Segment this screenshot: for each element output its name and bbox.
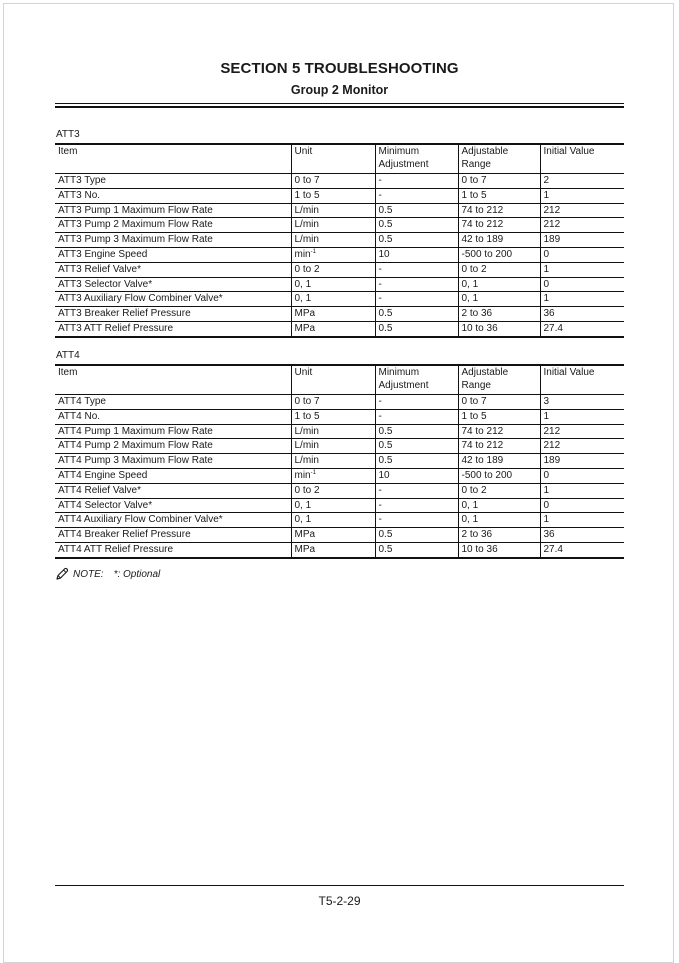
cell-unit-text: 0, 1 xyxy=(294,514,312,526)
cell-item xyxy=(55,409,291,424)
cell-adjustable-range xyxy=(458,409,540,424)
cell-minimum-adjustment xyxy=(375,542,458,557)
cell-unit-text: MPa xyxy=(294,322,316,334)
table-row xyxy=(55,218,624,233)
cell-initial-value xyxy=(540,439,624,454)
cell-unit-text: 0, 1 xyxy=(294,293,312,305)
cell-minimum-adjustment-text: 0.5 xyxy=(378,219,393,231)
cell-minimum-adjustment xyxy=(375,468,458,483)
cell-unit-text: 0 to 7 xyxy=(294,396,320,407)
cell-minimum-adjustment xyxy=(375,513,458,528)
cell-item-text: ATT4 Type xyxy=(58,396,106,407)
cell-initial-value-text: 1 xyxy=(543,514,550,526)
cell-minimum-adjustment xyxy=(375,395,458,410)
cell-item-text: ATT4 Auxiliary Flow Combiner Valve* xyxy=(58,514,223,526)
cell-minimum-adjustment-text: 0.5 xyxy=(378,529,393,541)
cell-unit xyxy=(291,513,375,528)
cell-minimum-adjustment-text: - xyxy=(378,396,382,407)
cell-initial-value xyxy=(540,468,624,483)
att4-table-body xyxy=(55,395,624,558)
cell-minimum-adjustment xyxy=(375,528,458,543)
cell-initial-value xyxy=(540,247,624,262)
cell-item xyxy=(55,498,291,513)
cell-initial-value xyxy=(540,321,624,336)
cell-adjustable-range xyxy=(458,542,540,557)
cell-unit xyxy=(291,277,375,292)
cell-initial-value xyxy=(540,395,624,410)
cell-item-text: ATT4 No. xyxy=(58,410,101,422)
cell-minimum-adjustment xyxy=(375,292,458,307)
cell-item xyxy=(55,218,291,233)
cell-minimum-adjustment-text: - xyxy=(378,514,382,526)
cell-initial-value xyxy=(540,513,624,528)
cell-minimum-adjustment-text: 0.5 xyxy=(378,322,393,334)
cell-initial-value-text: 1 xyxy=(543,484,550,496)
table-header-row xyxy=(55,144,624,174)
cell-minimum-adjustment-text: 0.5 xyxy=(378,455,393,467)
table-row xyxy=(55,513,624,528)
cell-unit-text: 0, 1 xyxy=(294,278,312,290)
cell-item xyxy=(55,277,291,292)
column-header-unit: Unit xyxy=(291,144,375,174)
cell-unit xyxy=(291,307,375,322)
header-double-rule xyxy=(55,103,624,108)
cell-unit-text: L/min xyxy=(294,425,319,437)
cell-minimum-adjustment xyxy=(375,439,458,454)
cell-adjustable-range-text: 0 to 7 xyxy=(461,396,487,407)
cell-minimum-adjustment-text: 10 xyxy=(378,248,390,260)
cell-unit-text: L/min xyxy=(294,204,319,216)
cell-item xyxy=(55,292,291,307)
table-row xyxy=(55,188,624,203)
cell-unit-text: 0 to 2 xyxy=(294,263,320,275)
cell-unit xyxy=(291,395,375,410)
cell-unit-text: min xyxy=(294,248,311,260)
note-text: *: Optional xyxy=(113,568,161,580)
cell-item-text: ATT4 ATT Relief Pressure xyxy=(58,543,174,555)
cell-unit xyxy=(291,454,375,469)
cell-adjustable-range xyxy=(458,468,540,483)
table-row xyxy=(55,174,624,189)
cell-initial-value-text: 27.4 xyxy=(543,322,563,334)
cell-unit-text: MPa xyxy=(294,308,316,320)
cell-item-text: ATT3 Auxiliary Flow Combiner Valve* xyxy=(58,293,223,305)
cell-adjustable-range-text: 42 to 189 xyxy=(461,455,504,467)
cell-initial-value-text: 0 xyxy=(543,499,550,511)
table-row xyxy=(55,528,624,543)
cell-initial-value xyxy=(540,277,624,292)
section-title: SECTION 5 TROUBLESHOOTING xyxy=(220,60,459,77)
cell-minimum-adjustment xyxy=(375,247,458,262)
cell-initial-value-text: 36 xyxy=(543,308,555,320)
cell-item-text: ATT3 Selector Valve* xyxy=(58,278,153,290)
cell-unit xyxy=(291,218,375,233)
cell-initial-value-text: 27.4 xyxy=(543,543,563,555)
cell-item-text: ATT3 Breaker Relief Pressure xyxy=(58,308,191,320)
column-header-minimum-adjustment: Minimum Adjustment xyxy=(375,144,458,174)
cell-unit xyxy=(291,542,375,557)
cell-minimum-adjustment xyxy=(375,424,458,439)
cell-adjustable-range-text: 10 to 36 xyxy=(461,543,498,555)
cell-unit xyxy=(291,528,375,543)
cell-item xyxy=(55,395,291,410)
cell-minimum-adjustment-text: - xyxy=(378,293,382,305)
table-row xyxy=(55,424,624,439)
cell-minimum-adjustment-text: - xyxy=(378,484,382,496)
cell-minimum-adjustment xyxy=(375,233,458,248)
cell-item xyxy=(55,439,291,454)
cell-item xyxy=(55,513,291,528)
table-row xyxy=(55,498,624,513)
cell-item xyxy=(55,483,291,498)
column-header-initial-value: Initial Value xyxy=(540,144,624,174)
cell-initial-value xyxy=(540,203,624,218)
cell-minimum-adjustment xyxy=(375,174,458,189)
cell-unit-text: 1 to 5 xyxy=(294,189,320,201)
cell-unit xyxy=(291,498,375,513)
cell-initial-value-text: 2 xyxy=(543,175,550,186)
cell-adjustable-range-text: 0, 1 xyxy=(461,278,479,290)
table-row xyxy=(55,292,624,307)
cell-adjustable-range-text: 0, 1 xyxy=(461,514,479,526)
cell-minimum-adjustment xyxy=(375,203,458,218)
table-row xyxy=(55,203,624,218)
cell-adjustable-range xyxy=(458,292,540,307)
column-header-item: Item xyxy=(55,144,291,174)
cell-item-text: ATT4 Engine Speed xyxy=(58,469,148,481)
unit-superscript: -1 xyxy=(310,248,316,255)
cell-item-text: ATT4 Pump 1 Maximum Flow Rate xyxy=(58,425,213,437)
cell-initial-value-text: 0 xyxy=(543,278,550,290)
cell-unit xyxy=(291,233,375,248)
cell-item-text: ATT4 Relief Valve* xyxy=(58,484,141,496)
cell-initial-value xyxy=(540,409,624,424)
cell-adjustable-range xyxy=(458,528,540,543)
cell-minimum-adjustment-text: 0.5 xyxy=(378,440,393,452)
table-row xyxy=(55,321,624,336)
cell-item xyxy=(55,468,291,483)
column-header-adjustable-range: Adjustable Range xyxy=(458,144,540,174)
column-header-unit: Unit xyxy=(291,365,375,395)
cell-item xyxy=(55,307,291,322)
cell-initial-value-text: 212 xyxy=(543,440,561,452)
cell-initial-value-text: 3 xyxy=(543,396,550,407)
cell-initial-value-text: 0 xyxy=(543,469,550,481)
cell-minimum-adjustment-text: - xyxy=(378,263,382,275)
cell-unit-text: 0 to 7 xyxy=(294,175,320,186)
cell-adjustable-range-text: 0, 1 xyxy=(461,499,479,511)
cell-initial-value-text: 212 xyxy=(543,219,561,231)
page-number: T5-2-29 xyxy=(318,894,361,908)
cell-minimum-adjustment-text: 0.5 xyxy=(378,234,393,246)
att4-table xyxy=(55,364,624,559)
cell-item xyxy=(55,321,291,336)
cell-adjustable-range-text: 2 to 36 xyxy=(461,308,493,320)
cell-initial-value xyxy=(540,307,624,322)
cell-item-text: ATT4 Breaker Relief Pressure xyxy=(58,529,191,541)
cell-initial-value-text: 189 xyxy=(543,455,561,467)
cell-adjustable-range-text: 42 to 189 xyxy=(461,234,504,246)
cell-adjustable-range xyxy=(458,188,540,203)
cell-minimum-adjustment xyxy=(375,188,458,203)
table-row xyxy=(55,542,624,557)
table-row xyxy=(55,395,624,410)
cell-unit xyxy=(291,262,375,277)
cell-initial-value xyxy=(540,174,624,189)
cell-minimum-adjustment-text: - xyxy=(378,499,382,511)
cell-unit xyxy=(291,468,375,483)
cell-adjustable-range-text: -500 to 200 xyxy=(461,469,513,481)
cell-minimum-adjustment xyxy=(375,262,458,277)
cell-minimum-adjustment xyxy=(375,409,458,424)
cell-initial-value-text: 1 xyxy=(543,293,550,305)
cell-item xyxy=(55,203,291,218)
cell-adjustable-range xyxy=(458,483,540,498)
column-header-item: Item xyxy=(55,365,291,395)
cell-initial-value xyxy=(540,498,624,513)
cell-adjustable-range-text: -500 to 200 xyxy=(461,248,513,260)
cell-item xyxy=(55,247,291,262)
cell-item xyxy=(55,174,291,189)
cell-initial-value xyxy=(540,454,624,469)
cell-item-text: ATT4 Selector Valve* xyxy=(58,499,153,511)
cell-adjustable-range xyxy=(458,277,540,292)
cell-unit-text: MPa xyxy=(294,543,316,555)
cell-adjustable-range-text: 0 to 7 xyxy=(461,175,487,186)
cell-initial-value xyxy=(540,424,624,439)
column-header-initial-value: Initial Value xyxy=(540,365,624,395)
cell-adjustable-range xyxy=(458,439,540,454)
table-header-row xyxy=(55,365,624,395)
cell-item-text: ATT3 Pump 2 Maximum Flow Rate xyxy=(58,219,213,231)
cell-initial-value-text: 212 xyxy=(543,204,561,216)
cell-initial-value-text: 0 xyxy=(543,248,550,260)
group-title: Group 2 Monitor xyxy=(290,83,389,97)
cell-item-text: ATT3 Type xyxy=(58,175,106,186)
cell-unit-text: L/min xyxy=(294,440,319,452)
cell-item-text: ATT3 Pump 3 Maximum Flow Rate xyxy=(58,234,213,246)
cell-minimum-adjustment-text: 0.5 xyxy=(378,308,393,320)
table-row xyxy=(55,262,624,277)
cell-adjustable-range xyxy=(458,513,540,528)
cell-item xyxy=(55,454,291,469)
cell-adjustable-range-text: 10 to 36 xyxy=(461,322,498,334)
att3-table xyxy=(55,143,624,338)
table-row xyxy=(55,483,624,498)
footer-rule xyxy=(55,885,624,886)
cell-minimum-adjustment-text: - xyxy=(378,175,382,186)
cell-minimum-adjustment-text: - xyxy=(378,189,382,201)
table-row xyxy=(55,277,624,292)
cell-item xyxy=(55,424,291,439)
cell-adjustable-range xyxy=(458,174,540,189)
cell-initial-value xyxy=(540,528,624,543)
cell-minimum-adjustment xyxy=(375,307,458,322)
cell-initial-value-text: 36 xyxy=(543,529,555,541)
cell-minimum-adjustment-text: 0.5 xyxy=(378,543,393,555)
cell-minimum-adjustment xyxy=(375,321,458,336)
cell-initial-value-text: 189 xyxy=(543,234,561,246)
cell-initial-value-text: 1 xyxy=(543,410,550,422)
cell-adjustable-range-text: 74 to 212 xyxy=(461,219,504,231)
note xyxy=(55,567,160,581)
cell-unit xyxy=(291,174,375,189)
cell-unit xyxy=(291,188,375,203)
cell-adjustable-range xyxy=(458,203,540,218)
cell-initial-value xyxy=(540,292,624,307)
cell-minimum-adjustment xyxy=(375,218,458,233)
column-header-minimum-adjustment: Minimum Adjustment xyxy=(375,365,458,395)
cell-adjustable-range-text: 74 to 212 xyxy=(461,204,504,216)
table-row xyxy=(55,409,624,424)
cell-adjustable-range-text: 0, 1 xyxy=(461,293,479,305)
cell-item-text: ATT3 No. xyxy=(58,189,101,201)
unit-superscript: -1 xyxy=(310,469,316,476)
cell-item xyxy=(55,542,291,557)
cell-item xyxy=(55,262,291,277)
cell-adjustable-range xyxy=(458,454,540,469)
cell-unit-text: L/min xyxy=(294,234,319,246)
column-header-adjustable-range: Adjustable Range xyxy=(458,365,540,395)
cell-adjustable-range xyxy=(458,424,540,439)
cell-adjustable-range xyxy=(458,247,540,262)
cell-adjustable-range-text: 2 to 36 xyxy=(461,529,493,541)
cell-adjustable-range-text: 74 to 212 xyxy=(461,440,504,452)
cell-unit xyxy=(291,247,375,262)
table-row xyxy=(55,468,624,483)
cell-unit-text: 0, 1 xyxy=(294,499,312,511)
cell-unit xyxy=(291,439,375,454)
cell-initial-value xyxy=(540,218,624,233)
cell-item-text: ATT3 Pump 1 Maximum Flow Rate xyxy=(58,204,213,216)
cell-item-text: ATT3 Engine Speed xyxy=(58,248,148,260)
cell-initial-value xyxy=(540,542,624,557)
cell-minimum-adjustment-text: 10 xyxy=(378,469,390,481)
cell-item-text: ATT4 Pump 2 Maximum Flow Rate xyxy=(58,440,213,452)
cell-minimum-adjustment-text: - xyxy=(378,278,382,290)
cell-item xyxy=(55,233,291,248)
cell-adjustable-range xyxy=(458,498,540,513)
cell-initial-value-text: 212 xyxy=(543,425,561,437)
cell-initial-value-text: 1 xyxy=(543,189,550,201)
cell-initial-value xyxy=(540,233,624,248)
cell-unit-text: L/min xyxy=(294,219,319,231)
cell-unit xyxy=(291,409,375,424)
cell-adjustable-range-text: 74 to 212 xyxy=(461,425,504,437)
cell-item xyxy=(55,528,291,543)
cell-unit xyxy=(291,483,375,498)
table-row xyxy=(55,454,624,469)
cell-item-text: ATT3 Relief Valve* xyxy=(58,263,141,275)
pencil-icon xyxy=(55,567,69,581)
cell-unit-text: 1 to 5 xyxy=(294,410,320,422)
cell-item-text: ATT4 Pump 3 Maximum Flow Rate xyxy=(58,455,213,467)
cell-adjustable-range-text: 1 to 5 xyxy=(461,410,487,422)
att3-table-body xyxy=(55,174,624,337)
note-label: NOTE: xyxy=(73,568,104,580)
cell-adjustable-range xyxy=(458,395,540,410)
table-label-att3: ATT3 xyxy=(56,129,80,140)
table-row xyxy=(55,439,624,454)
table-label-att4: ATT4 xyxy=(56,350,80,361)
cell-item xyxy=(55,188,291,203)
cell-unit-text: MPa xyxy=(294,529,316,541)
cell-minimum-adjustment xyxy=(375,498,458,513)
cell-unit-text: L/min xyxy=(294,455,319,467)
cell-unit xyxy=(291,292,375,307)
cell-adjustable-range-text: 0 to 2 xyxy=(461,263,487,275)
cell-adjustable-range xyxy=(458,233,540,248)
cell-unit xyxy=(291,424,375,439)
cell-adjustable-range-text: 0 to 2 xyxy=(461,484,487,496)
cell-adjustable-range xyxy=(458,321,540,336)
table-row xyxy=(55,233,624,248)
cell-adjustable-range xyxy=(458,307,540,322)
cell-minimum-adjustment-text: 0.5 xyxy=(378,204,393,216)
cell-unit-text: 0 to 2 xyxy=(294,484,320,496)
cell-minimum-adjustment-text: - xyxy=(378,410,382,422)
cell-minimum-adjustment-text: 0.5 xyxy=(378,425,393,437)
cell-minimum-adjustment xyxy=(375,483,458,498)
cell-initial-value xyxy=(540,262,624,277)
cell-adjustable-range xyxy=(458,218,540,233)
cell-unit xyxy=(291,321,375,336)
cell-initial-value-text: 1 xyxy=(543,263,550,275)
cell-unit xyxy=(291,203,375,218)
cell-adjustable-range-text: 1 to 5 xyxy=(461,189,487,201)
cell-minimum-adjustment xyxy=(375,454,458,469)
table-row xyxy=(55,307,624,322)
cell-unit-text: min xyxy=(294,469,311,481)
table-row xyxy=(55,247,624,262)
cell-initial-value xyxy=(540,483,624,498)
cell-item-text: ATT3 ATT Relief Pressure xyxy=(58,322,174,334)
cell-minimum-adjustment xyxy=(375,277,458,292)
cell-initial-value xyxy=(540,188,624,203)
cell-adjustable-range xyxy=(458,262,540,277)
